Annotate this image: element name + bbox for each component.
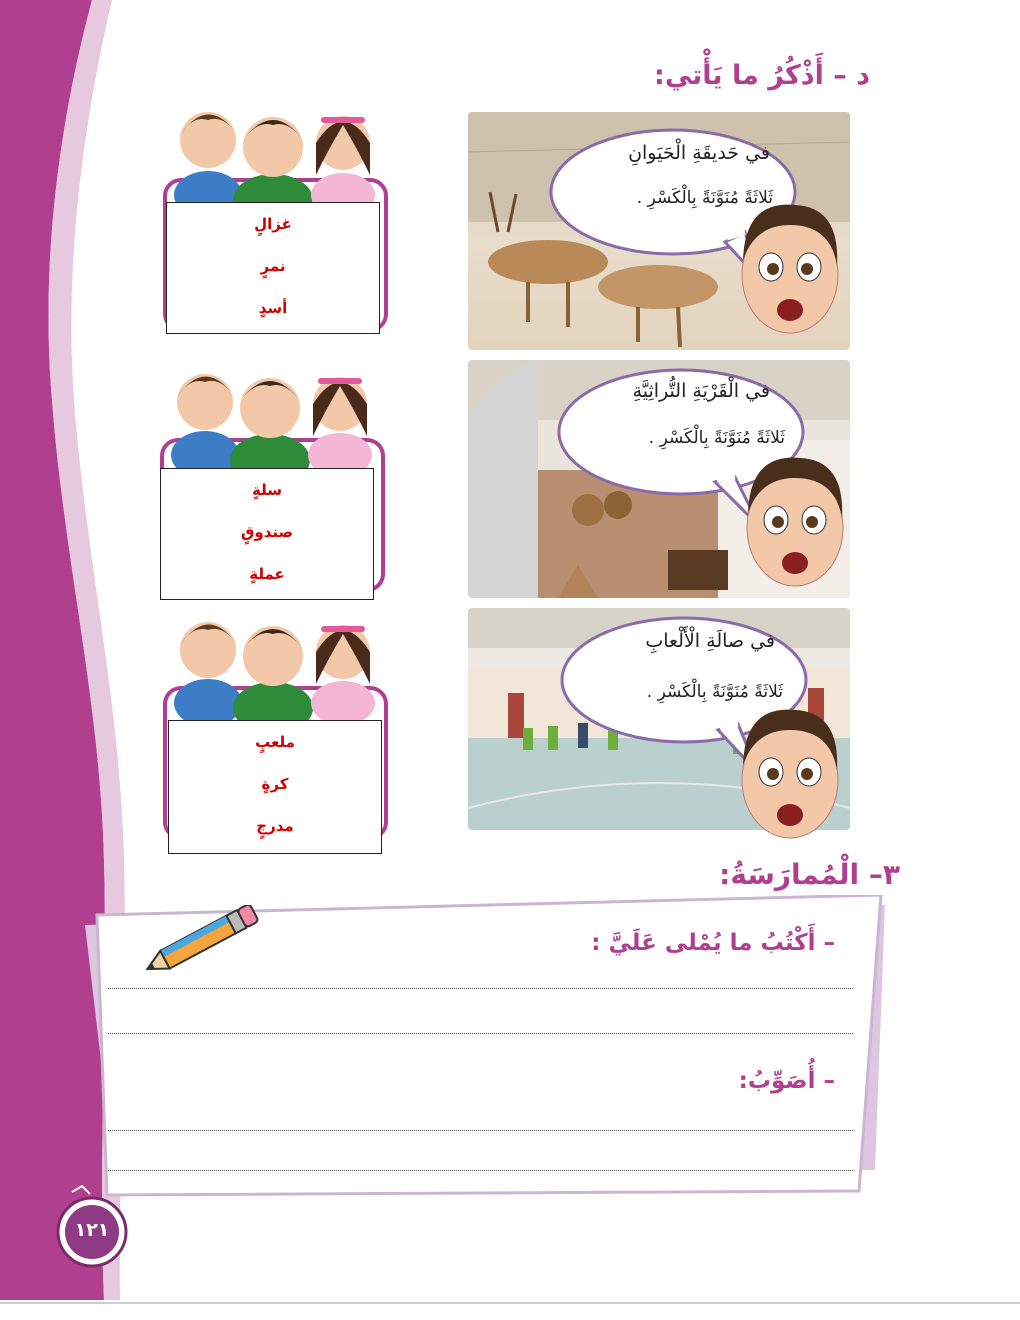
writing-line [108, 988, 853, 989]
answer-box-3 [168, 720, 382, 854]
answer-word: مدرجٍ [256, 817, 294, 835]
answer-word: صندوقٍ [240, 523, 294, 541]
boy-face [735, 700, 845, 845]
answer-word: سلةٍ [252, 481, 282, 499]
answer-word: كرةٍ [261, 775, 289, 793]
bubble-place: في صالَةِ الْأَلْعابِ [645, 630, 775, 652]
answer-word: ملعبٍ [255, 733, 295, 751]
bubble-instruction: ثَلاثَةً مُنَوَّنَةً بِالْكَسْرِ . [636, 188, 773, 208]
boy-face [735, 195, 845, 340]
answer-word: نمرٍ [260, 257, 286, 275]
bubble-place: في حَديقَةِ الْحَيَوانِ [628, 142, 770, 164]
answer-word: غزالٍ [254, 215, 292, 233]
correction-label: – أُصَوِّبُ: [738, 1068, 835, 1094]
answer-box-1 [166, 202, 380, 334]
pencil-icon [140, 905, 265, 975]
writing-line [108, 1033, 853, 1034]
practice-heading: ٣– الْمُمارَسَةُ: [719, 858, 900, 891]
bubble-instruction: ثَلاثَةً مُنَوَّنَةً بِالْكَسْرِ . [648, 428, 785, 448]
page-number: ١٢١ [74, 1219, 110, 1241]
boy-face [740, 448, 850, 593]
writing-line [108, 1170, 853, 1171]
writing-line [108, 1130, 853, 1131]
section-d-heading: د – أَذْكُرُ ما يَأْتي: [654, 60, 870, 91]
answer-box-2 [160, 468, 374, 600]
bubble-place: في الْقَرْيَةِ التُّراثِيَّةِ [632, 380, 770, 402]
answer-word: عملةٍ [249, 565, 285, 583]
dictation-label: – أَكْتُبُ ما يُمْلى عَلَيَّ : [591, 930, 835, 956]
answer-word: أسدٍ [258, 299, 288, 317]
bubble-instruction: ثَلاثَةً مُنَوَّنَةً بِالْكَسْرِ . [646, 682, 783, 702]
